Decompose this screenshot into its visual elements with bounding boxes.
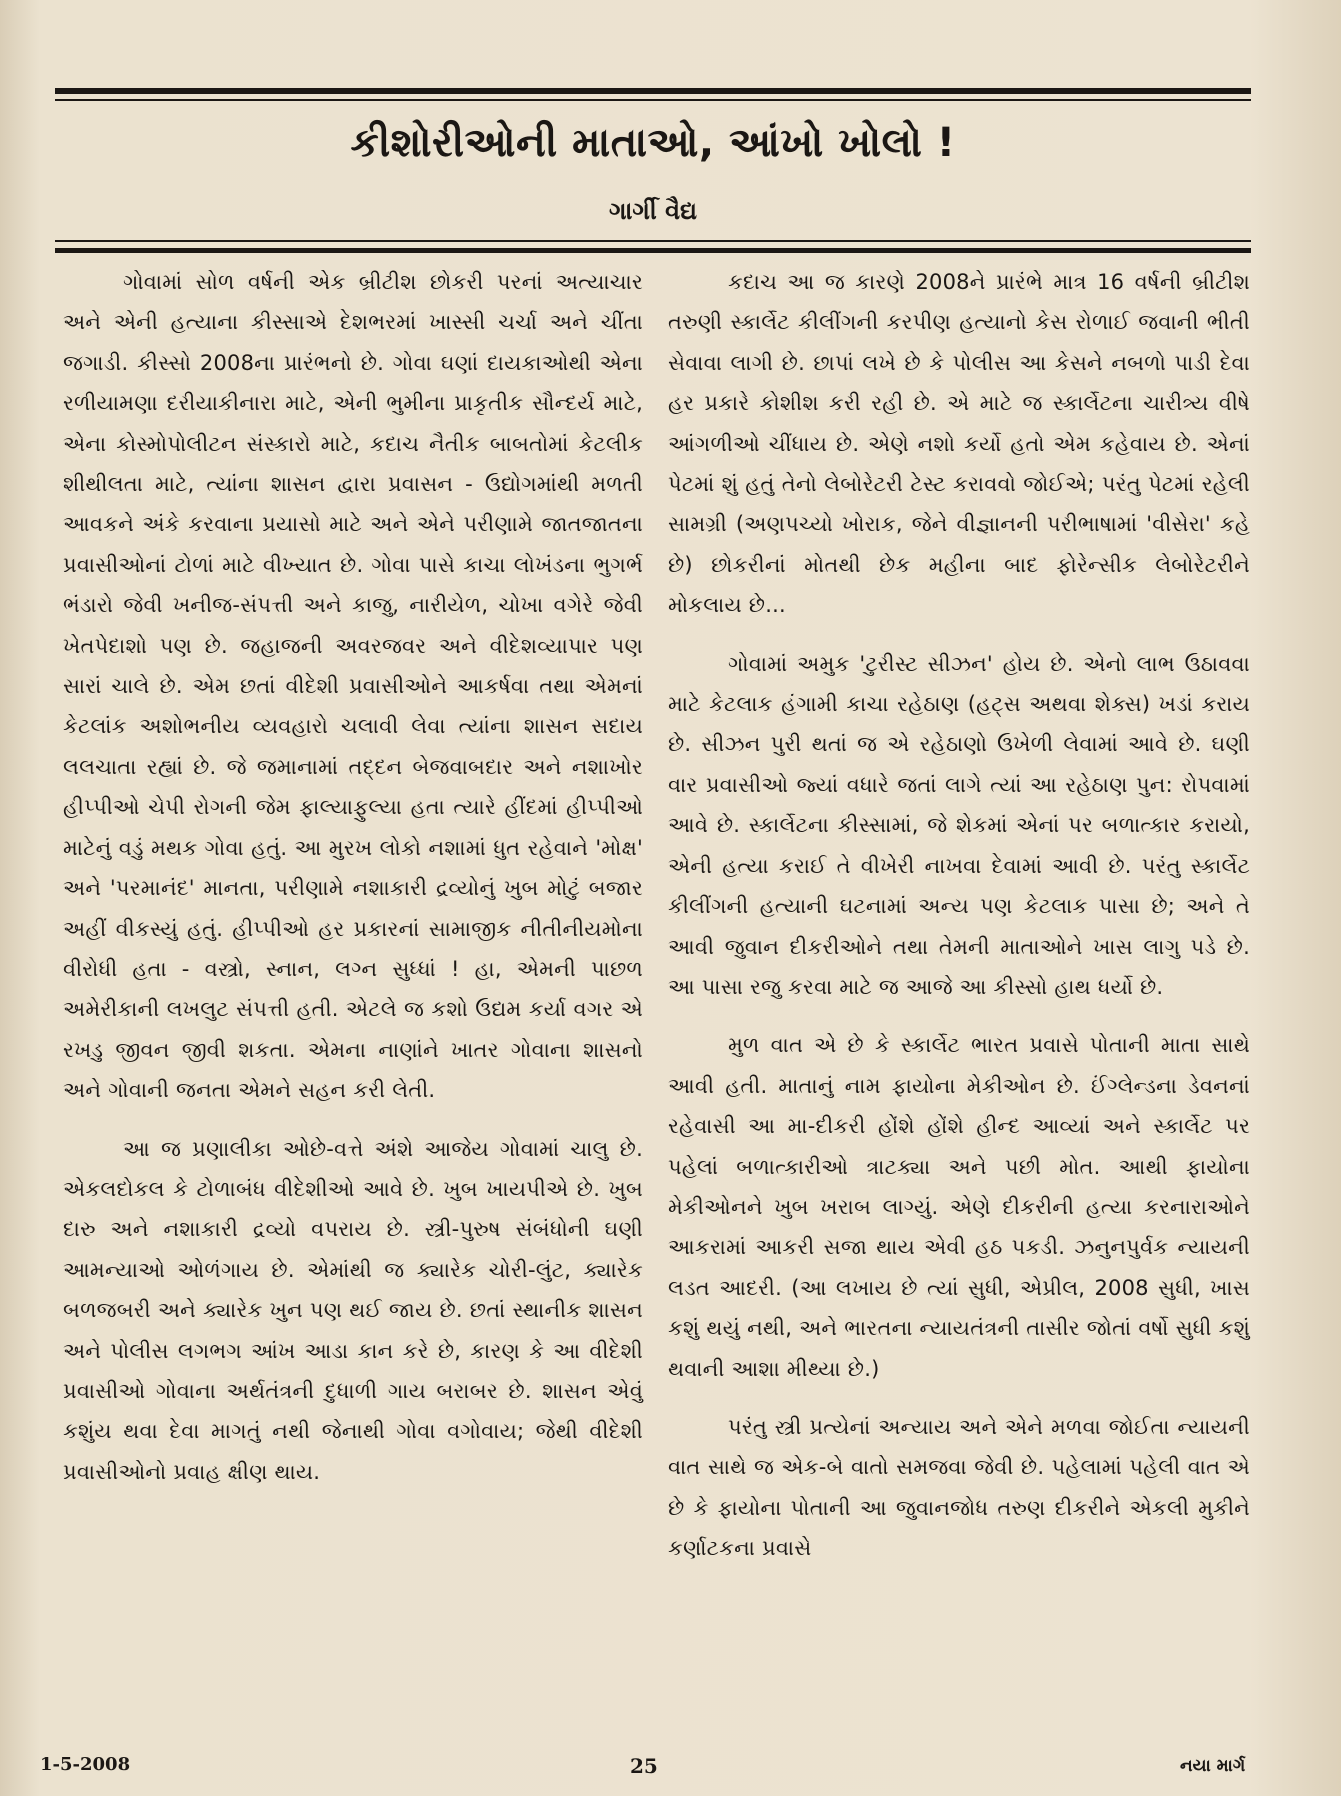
paragraph: ગોવામાં અમુક 'ટુરીસ્ટ સીઝન' હોય છે. એનો લાભ ઉઠાવવા માટે કેટલાક હંગામી કાચા રહેઠાણ (હટ્સ અથવા શેક્સ) ખડાં કરાય છે. સીઝન પુરી થતાં જ એ રહેઠાણો ઉખેળી લેવામાં આવે છે. ઘણી વાર પ્રવાસીઓ જ્યાં વધારે જતાં લાગે ત્યાં આ રહેઠાણ પુન: રોપવામાં આવે છે. સ્કાર્લેટના કીસ્સામાં, જે શેકમાં એનાં પર બળાત્કાર કરાયો, એની હત્યા કરાઈ તે વીખેરી નાખવા દેવામાં આવી છે. પરંતુ સ્કાર્લેટ કીલીંગની હત્યાની ઘટનામાં અન્ય પણ કેટલાક પાસા છે; અને તે આવી જુવાન દીકરીઓને તથા તેમની માતાઓને ખાસ લાગુ પડે છે. આ પાસા રજુ કરવા માટે જ આજે આ કીસ્સો હાથ ધર્યો છે. [668,651,1250,999]
magazine-name: નયા માર્ગ [1180,1756,1246,1776]
top-thick-rule [55,88,1251,94]
footer-date: 1-5-2008 [40,1754,131,1775]
paragraph: મુળ વાત એ છે કે સ્કાર્લેટ ભારત પ્રવાસે પોતાની માતા સાથે આવી હતી. માતાનું નામ ફાયોના મેકીઓન છે. ઈંગ્લેન્ડના ડેવનનાં રહેવાસી આ મા-દીકરી હોંશે હોંશે હીન્દ આવ્યાં અને સ્કાર્લેટ પર પહેલાં બળાત્કારીઓ ત્રાટક્યા અને પછી મોત. આથી ફાયોના મેકીઓનને ખુબ ખરાબ લાગ્યું. એણે દીકરીની હત્યા કરનારાઓને આકરામાં આકરી સજા થાય એવી હઠ પકડી. ઝનુનપુર્વક ન્યાયની લડત આદરી. (આ લખાય છે ત્યાં સુધી, એપ્રીલ, 2008 સુધી, ખાસ કશું થયું નથી, અને ભારતના ન્યાયતંત્રની તાસીર જોતાં વર્ષો સુધી કશું થવાની આશા મીથ્યા છે.) [668,1033,1250,1381]
paragraph: આ જ પ્રણાલીકા ઓછે-વત્તે અંશે આજેય ગોવામાં ચાલુ છે. એકલદોકલ કે ટોળાબંધ વીદેશીઓ આવે છે. ખુબ ખાયપીએ છે. ખુબ દારુ અને નશાકારી દ્રવ્યો વપરાય છે. સ્ત્રી-પુરુષ સંબંધોની ઘણી આમન્યાઓ ઓળંગાય છે. એમાંથી જ ક્યારેક ચોરી-લુંટ, ક્યારેક બળજબરી અને ક્યારેક ખુન પણ થઈ જાય છે. છતાં સ્થાનીક શાસન અને પોલીસ લગભગ આંખ આડા કાન કરે છે, કારણ કે આ વીદેશી પ્રવાસીઓ ગોવાના અર્થતંત્રની દુધાળી ગાય બરાબર છે. શાસન એવું કશુંય થવા દેવા માગતું નથી જેનાથી ગોવા વગોવાય; જેથી વીદેશી પ્રવાસીઓનો પ્રવાહ ક્ષીણ થાય. [63,1136,643,1484]
article-title: કીશોરીઓની માતાઓ, આંખો ખોલો ! [350,120,956,166]
left-column [63,262,643,1510]
paragraph: કદાચ આ જ કારણે 2008ને પ્રારંભે માત્ર 16 વર્ષની બ્રીટીશ તરુણી સ્કાર્લેટ કીલીંગની કરપીણ હત્યાનો કેસ રોળાઈ જવાની ભીતી સેવાવા લાગી છે. છાપાં લખે છે કે પોલીસ આ કેસને નબળો પાડી દેવા હર પ્રકારે કોશીશ કરી રહી છે. એ માટે જ સ્કાર્લેટના ચારીત્ર્ય વીષે આંગળીઓ ચીંધાય છે. એણે નશો કર્યો હતો એમ કહેવાય છે. એનાં પેટમાં શું હતું તેનો લેબોરેટરી ટેસ્ટ કરાવવો જોઈએ; પરંતુ પેટમાં રહેલી સામગ્રી (અણપચ્યો ખોરાક, જેને વીજ્ઞાનની પરીભાષામાં 'વીસેરા' કહે છે) છોકરીનાં મોતથી છેક મહીના બાદ ફોરેન્સીક લેબોરેટરીને મોકલાય છે... [668,270,1250,618]
article-author: ગાર્ગી વૈદ્ય [608,197,698,225]
page-number: 25 [630,1754,658,1778]
top-thin-rule [55,99,1251,101]
paragraph: પરંતુ સ્ત્રી પ્રત્યેનાં અન્યાય અને એને મળવા જોઈતા ન્યાયની વાત સાથે જ એક-બે વાતો સમજવા જેવી છે. પહેલામાં પહેલી વાત એ છે કે ફાયોના પોતાની આ જુવાનજોધ તરુણ દીકરીને એકલી મુકીને કર્ણાટકના પ્રવાસે [668,1414,1250,1561]
paragraph: ગોવામાં સોળ વર્ષની એક બ્રીટીશ છોકરી પરનાં અત્યાચાર અને એની હત્યાના કીસ્સાએ દેશભરમાં ખાસ્સી ચર્ચા અને ચીંતા જગાડી. કીસ્સો 2008ના પ્રારંભનો છે. ગોવા ઘણાં દાયકાઓથી એના રળીયામણા દરીયાકીનારા માટે, એની ભુમીના પ્રાકૃતીક સૌન્દર્ય માટે, એના કોસ્મોપોલીટન સંસ્કારો માટે, કદાચ નૈતીક બાબતોમાં કેટલીક શીથીલતા માટે, ત્યાંના શાસન દ્વારા પ્રવાસન - ઉદ્યોગમાંથી મળતી આવકને અંકે કરવાના પ્રયાસો માટે અને એને પરીણામે જાતજાતના પ્રવાસીઓનાં ટોળાં માટે વીખ્યાત છે. ગોવા પાસે કાચા લોખંડના ભુગર્ભ ભંડારો જેવી ખનીજ-સંપત્તી અને કાજુ, નારીયેળ, ચોખા વગેરે જેવી ખેતપેદાશો પણ છે. જહાજની અવરજવર અને વીદેશવ્યાપાર પણ સારાં ચાલે છે. એમ છતાં વીદેશી પ્રવાસીઓને આકર્ષવા તથા એમનાં કેટલાંક અશોભનીય વ્યવહારો ચલાવી લેવા ત્યાંના શાસન સદાય લલચાતા રહ્યાં છે. જે જમાનામાં તદ્દન બેજવાબદાર અને નશાખોર હીપ્પીઓ ચેપી રોગની જેમ ફાલ્યાફુલ્યા હતા ત્યારે હીંદમાં હીપ્પીઓ માટેનું વડું મથક ગોવા હતું. આ મુરખ લોકો નશામાં ધુત રહેવાને 'મોક્ષ' અને 'પરમાનંદ' માનતા, પરીણામે નશાકારી દ્રવ્યોનું ખુબ મોટું બજાર અહીં વીકસ્યું હતું. હીપ્પીઓ હર પ્રકારનાં સામાજીક નીતીનીયમોના વીરોધી હતા - વસ્ત્રો, સ્નાન, લગ્ન સુધ્ધાં ! હા, એમની પાછળ અમેરીકાની લખલુટ સંપત્તી હતી. એટલે જ કશો ઉદ્યમ કર્યા વગર એ રખડુ જીવન જીવી શકતા. એમના નાણાંને ખાતર ગોવાના શાસનો અને ગોવાની જનતા એમને સહન કરી લેતી. [63,270,643,1103]
right-column [668,262,1250,1587]
header-thin-rule [55,240,1251,242]
header-thick-rule [55,248,1251,253]
